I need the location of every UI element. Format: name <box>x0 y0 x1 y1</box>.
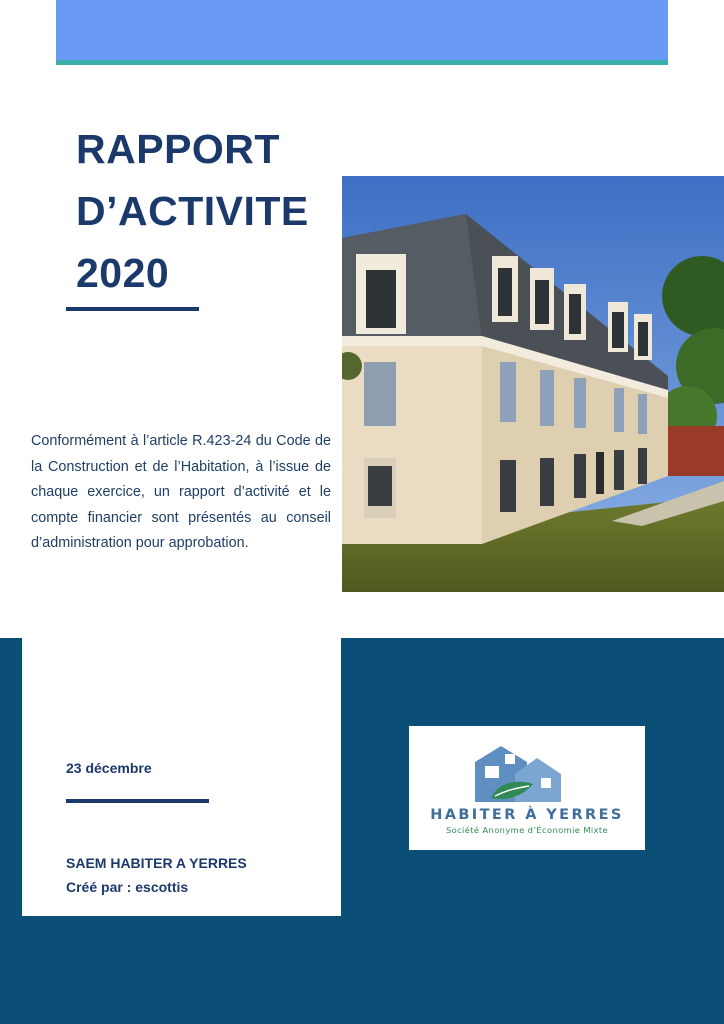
logo-subtitle: Société Anonyme d’Économie Mixte <box>445 825 609 835</box>
house-icon <box>471 744 583 804</box>
report-date: 23 décembre <box>66 760 152 776</box>
logo-name: HABITER À YERRES <box>430 807 624 823</box>
title-line-1: RAPPORT <box>76 126 280 172</box>
report-title <box>76 118 309 304</box>
intro-paragraph: Conformément à l’article R.423-24 du Code de la Construction et de l’Habitation, à l’issue de chaque exercice, un rapport d’activité et le compte financier sont présentés au conseil d’administration pour approbation. <box>31 433 331 551</box>
title-line-3: 2020 <box>76 250 170 296</box>
title-underline <box>66 307 199 311</box>
header-band <box>56 0 668 60</box>
organization-name: SAEM HABITER A YERRES <box>66 855 247 871</box>
building-photo <box>342 176 724 592</box>
info-card <box>22 638 341 916</box>
author-line: Créé par : escottis <box>66 879 189 895</box>
title-line-2: D’ACTIVITE <box>76 188 309 234</box>
header-accent-line <box>56 60 668 65</box>
company-logo <box>409 726 645 850</box>
date-underline <box>66 799 209 803</box>
